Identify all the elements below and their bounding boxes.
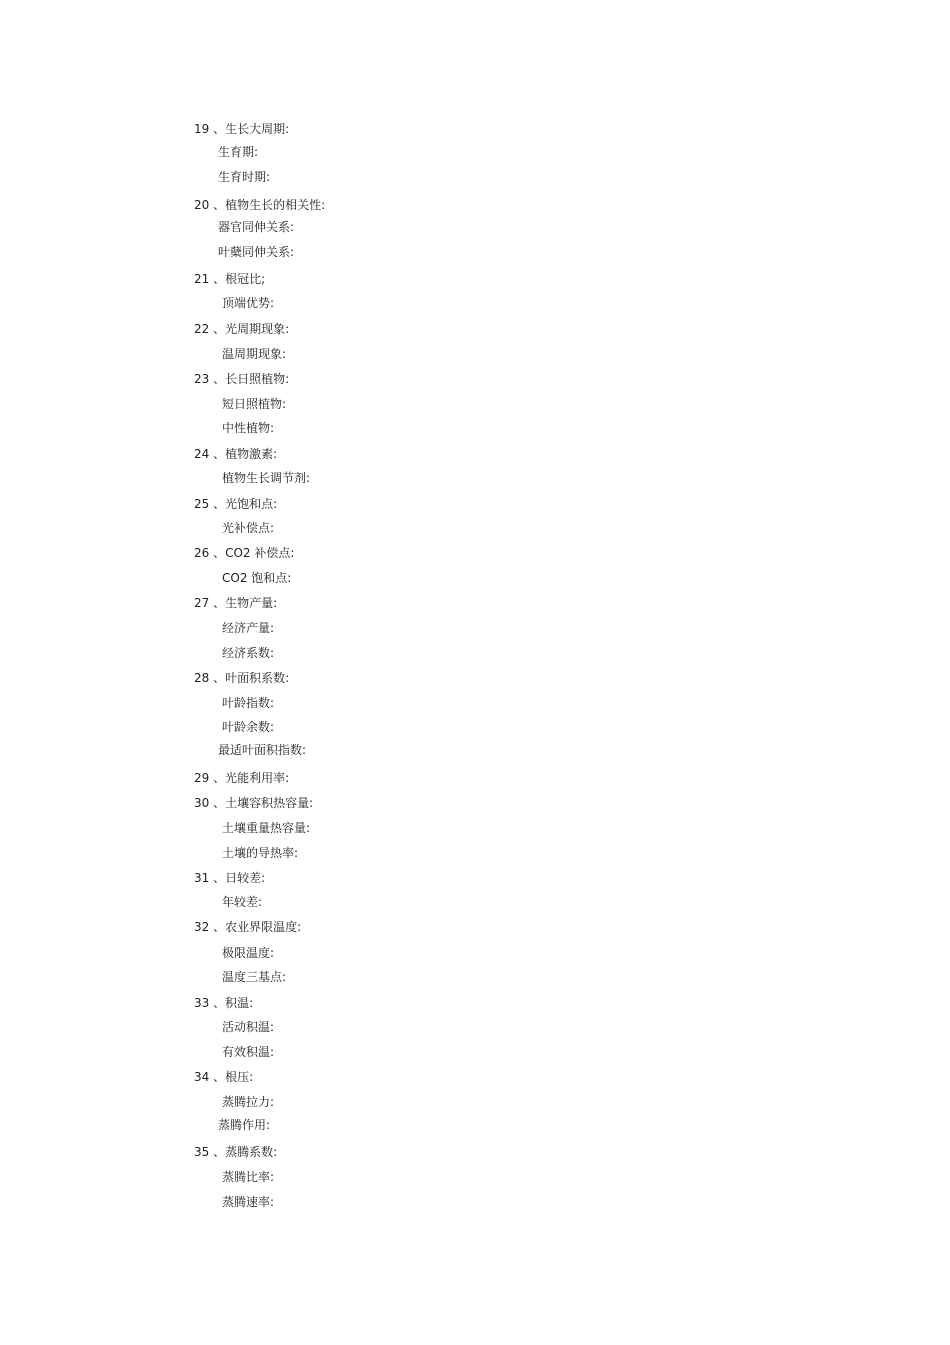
term-heading: 24 、植物激素: bbox=[194, 447, 278, 461]
term-subitem: 叶龄指数: bbox=[222, 696, 275, 710]
term-subitem: 短日照植物: bbox=[222, 397, 287, 411]
term-subitem: 生育期: bbox=[218, 145, 259, 159]
term-subitem: 年较差: bbox=[222, 895, 263, 909]
term-subitem: 蒸腾比率: bbox=[222, 1170, 275, 1184]
term-heading: 30 、土壤容积热容量: bbox=[194, 796, 314, 810]
term-heading: 35 、蒸腾系数: bbox=[194, 1145, 278, 1159]
term-heading: 20 、植物生长的相关性: bbox=[194, 198, 326, 212]
term-heading: 21 、根冠比; bbox=[194, 272, 266, 286]
term-heading: 23 、长日照植物: bbox=[194, 372, 290, 386]
term-subitem: 土壤的导热率: bbox=[222, 846, 299, 860]
term-subitem: 光补偿点: bbox=[222, 521, 275, 535]
term-heading: 29 、光能利用率: bbox=[194, 771, 290, 785]
term-subitem: 活动积温: bbox=[222, 1020, 275, 1034]
term-subitem: 叶龄余数: bbox=[222, 720, 275, 734]
term-subitem: 器官同伸关系: bbox=[218, 220, 295, 234]
term-heading: 34 、根压: bbox=[194, 1070, 254, 1084]
term-subitem: 经济产量: bbox=[222, 621, 275, 635]
term-subitem: 蒸腾拉力: bbox=[222, 1095, 275, 1109]
term-subitem: 植物生长调节剂: bbox=[222, 471, 311, 485]
term-subitem: 土壤重量热容量: bbox=[222, 821, 311, 835]
term-subitem: 有效积温: bbox=[222, 1045, 275, 1059]
term-heading: 22 、光周期现象: bbox=[194, 322, 290, 336]
term-heading: 26 、CO2 补偿点: bbox=[194, 546, 295, 560]
term-heading: 28 、叶面积系数: bbox=[194, 671, 290, 685]
term-heading: 25 、光饱和点: bbox=[194, 497, 278, 511]
term-heading: 19 、生长大周期: bbox=[194, 122, 290, 136]
term-subitem: 温度三基点: bbox=[222, 970, 287, 984]
term-subitem: 最适叶面积指数: bbox=[218, 743, 307, 757]
term-subitem: 温周期现象: bbox=[222, 347, 287, 361]
term-subitem: 中性植物: bbox=[222, 421, 275, 435]
term-subitem: 蒸腾速率: bbox=[222, 1195, 275, 1209]
term-subitem: CO2 饱和点: bbox=[222, 571, 292, 585]
term-heading: 33 、积温: bbox=[194, 996, 254, 1010]
term-subitem: 极限温度: bbox=[222, 946, 275, 960]
term-subitem: 生育时期: bbox=[218, 170, 271, 184]
term-subitem: 顶端优势: bbox=[222, 296, 275, 310]
term-subitem: 叶蘖同伸关系: bbox=[218, 245, 295, 259]
term-subitem: 蒸腾作用: bbox=[218, 1118, 271, 1132]
term-subitem: 经济系数: bbox=[222, 646, 275, 660]
term-heading: 32 、农业界限温度: bbox=[194, 920, 302, 934]
term-heading: 31 、日较差: bbox=[194, 871, 266, 885]
term-heading: 27 、生物产量: bbox=[194, 596, 278, 610]
